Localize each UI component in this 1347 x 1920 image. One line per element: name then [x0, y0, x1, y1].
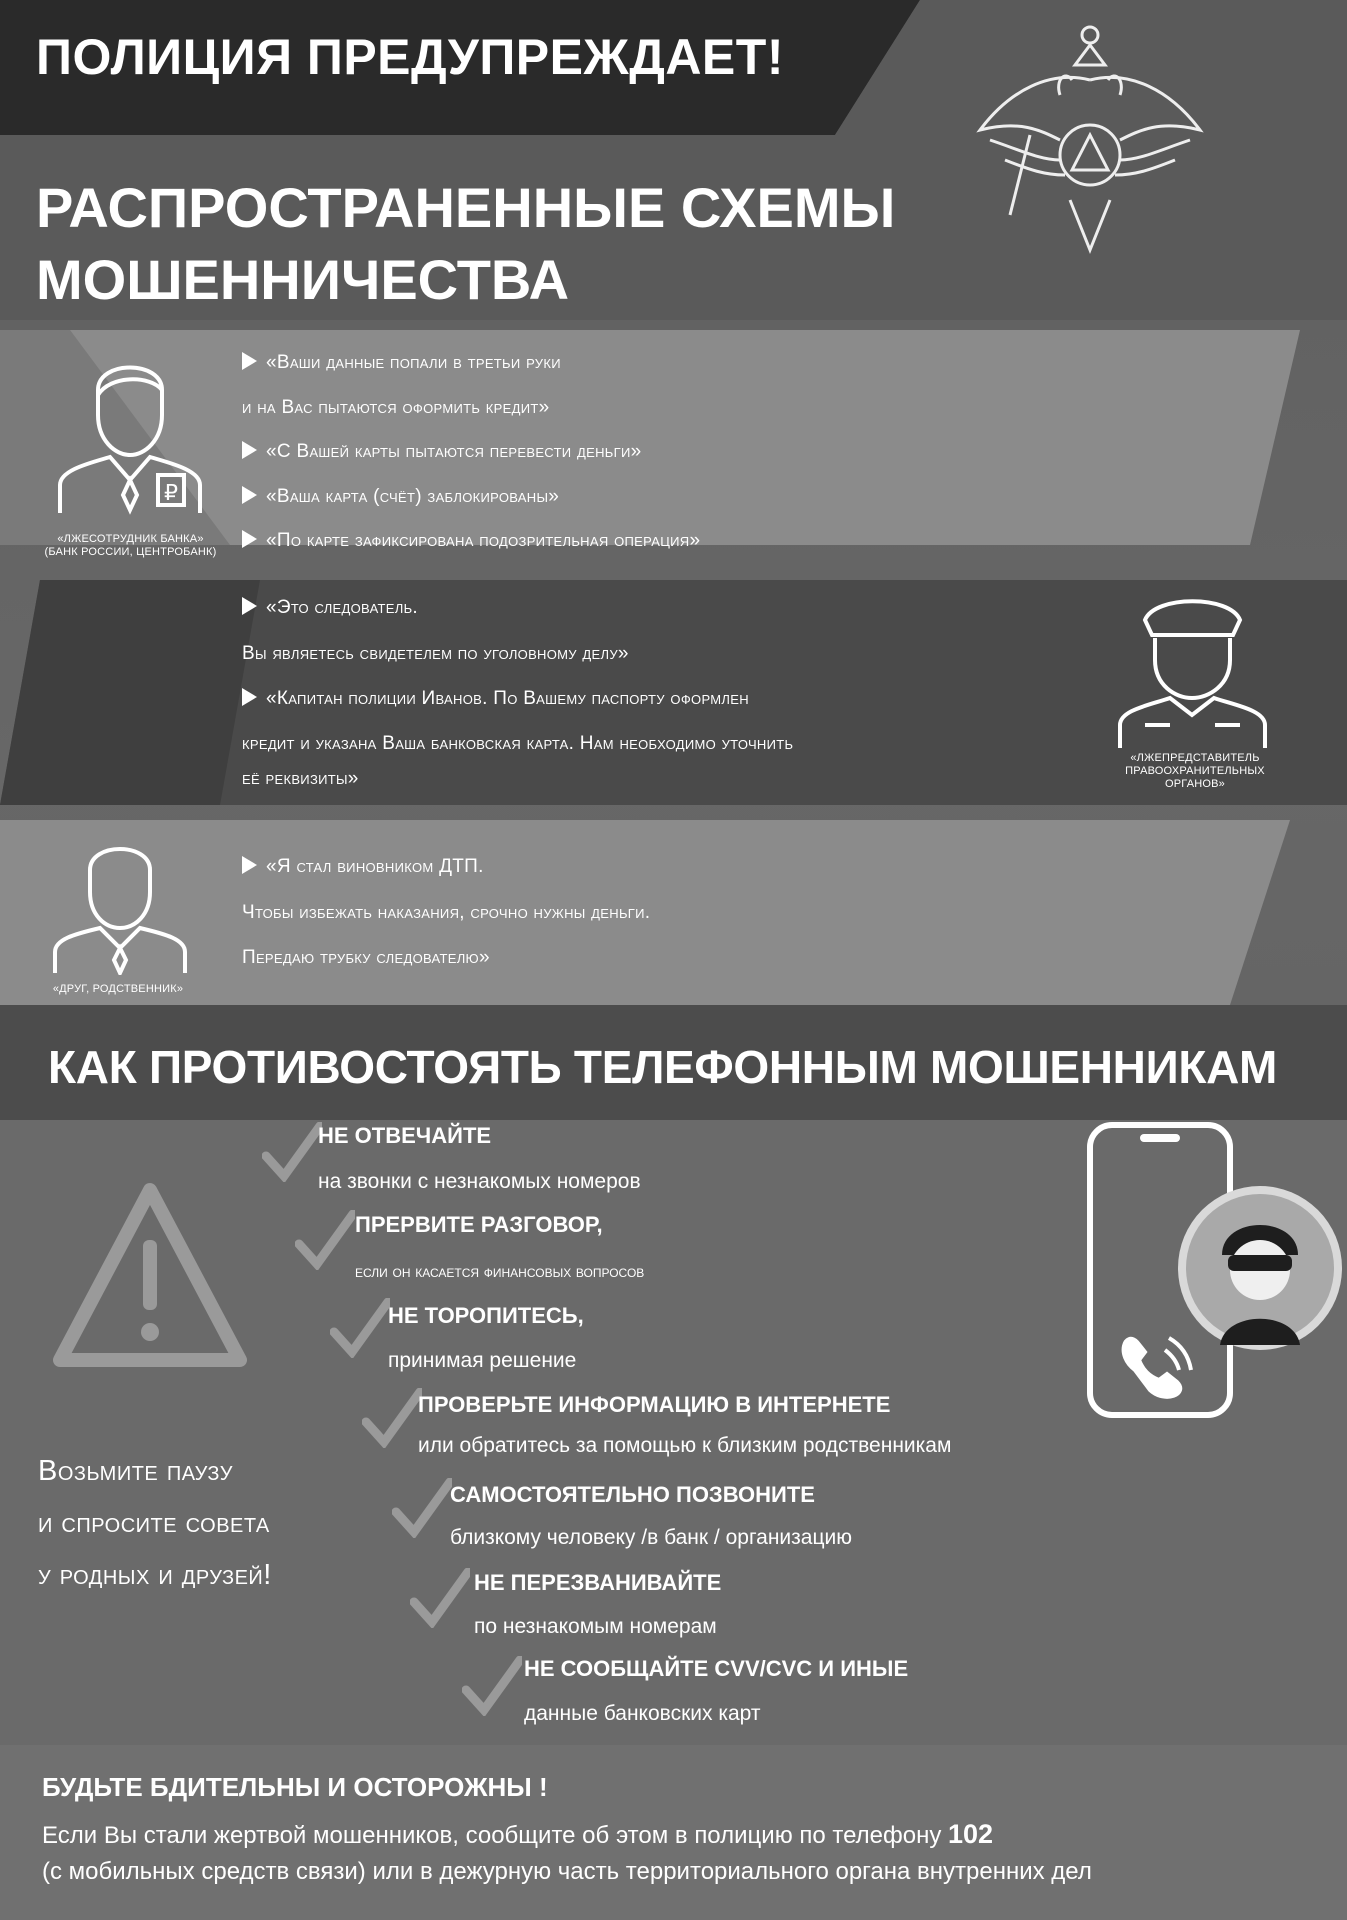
- phone-fraudster-icon: [1085, 1120, 1345, 1420]
- footer-text: Если Вы стали жертвой мошенников, сообщите об этом в полицию по телефону 102 (с мобильных средств связи) или в дежурную часть территориального органа внутренних дел: [42, 1819, 1092, 1885]
- relative-friend-icon: [50, 830, 190, 975]
- subheadline: РАСПРОСТРАНЕННЫЕ СХЕМЫ МОШЕННИЧЕСТВА: [36, 176, 896, 311]
- bullet-arrow-icon: [242, 530, 257, 548]
- bullet-arrow-icon: [242, 688, 257, 706]
- warning-triangle-icon: [50, 1180, 250, 1380]
- bullet-arrow-icon: [242, 856, 257, 874]
- vigilance-heading: БУДЬТЕ БДИТЕЛЬНЫ И ОСТОРОЖНЫ !: [42, 1772, 548, 1802]
- police-phone-number: 102: [948, 1819, 994, 1849]
- bullet-arrow-icon: [242, 352, 257, 370]
- svg-text:₽: ₽: [164, 480, 178, 505]
- pause-advice: Возьмите паузу и спросите совета у родных и друзей!: [38, 1455, 272, 1591]
- section-title-how-to-resist: КАК ПРОТИВОСТОЯТЬ ТЕЛЕФОННЫМ МОШЕННИКАМ: [48, 1041, 1278, 1093]
- checkmark-icon: [362, 1388, 422, 1448]
- caption-relative: «ДРУГ, РОДСТВЕННИК»: [52, 983, 184, 995]
- caption-police-impostor: «ЛЖЕПРЕДСТАВИТЕЛЬ ПРАВООХРАНИТЕЛЬНЫХ ОРГАНОВ»: [1125, 752, 1265, 790]
- bullet-arrow-icon: [242, 486, 257, 504]
- poster: ПОЛИЦИЯ ПРЕДУПРЕЖДАЕТ! РАСПРОСТРАНЕННЫЕ СХЕМЫ МОШЕННИЧЕСТВА ₽ «ЛЖЕСОТРУДНИК БАНКА» (БАНК РОССИИ, ЦЕНТРОБАНК) «Ваши данные попали в третьи руки и на Вас пытаются оформить кредит» «С Вашей карты пытаются перевести деньги» «Ваша карта (счёт) заблокированы» «По карте зафиксирована подозрительная операция» «Это следователь. Вы являетесь свидетелем по уголовному делу» «Капитан полиции Иванов. По Вашему паспорту оформлен кредит и указана Ваша банковская карта. Нам необходимо уточнить её реквизиты» «ЛЖЕПРЕДСТАВИТЕЛЬ ПРАВООХРАНИТЕЛЬНЫХ ОРГАНОВ» «ДРУГ, РОДСТВЕННИК» «Я стал виновником ДТП. Чтобы избежать наказания, срочно нужны деньги. Передаю трубку следователю» КАК ПРОТИВОСТОЯТЬ ТЕЛЕФОННЫМ МОШЕННИКАМ Возьмите паузу и спросите совета у родных и друзей! НЕ ОТВЕЧАЙТЕ на звонки с незнакомых номеров ПРЕРВИТЕ РАЗГОВОР, если он касается финансовых вопросов НЕ ТОРОПИТЕСЬ, принимая решение ПРОВЕРЬТЕ ИНФОРМАЦИЮ В ИНТЕРНЕТЕ или обратитесь за помощью к близким родственникам САМОСТОЯТЕЛЬНО ПОЗВОНИТЕ близкому человеку /в банк / организацию НЕ ПЕРЕЗВАНИВАЙТЕ по незнакомым номерам НЕ СООБЩАЙТЕ CVV/CVC И ИНЫЕ данные банковских карт БУДЬТЕ БДИТЕЛЬНЫ И ОСТОРОЖНЫ ! Если Вы стали жертвой мошенников, сообщите об этом в полицию по телефону 102 (с мобильных средств связи) или в дежурную часть территориального органа внутренних дел: [0, 0, 1347, 1920]
- bank-employee-icon: [50, 345, 210, 515]
- headline: ПОЛИЦИЯ ПРЕДУПРЕЖДАЕТ!: [36, 29, 784, 85]
- bullet-arrow-icon: [242, 597, 257, 615]
- checkmark-icon: [410, 1568, 470, 1628]
- checkmark-icon: [295, 1210, 355, 1270]
- checkmark-icon: [262, 1122, 322, 1182]
- checkmark-icon: [392, 1478, 452, 1538]
- checkmark-icon: [462, 1656, 522, 1716]
- police-emblem-icon: [960, 10, 1220, 260]
- bullet-arrow-icon: [242, 441, 257, 459]
- police-officer-icon: [1115, 590, 1270, 750]
- checkmark-icon: [330, 1298, 390, 1358]
- caption-bank-employee: «ЛЖЕСОТРУДНИК БАНКА» (БАНК РОССИИ, ЦЕНТРОБАНК): [44, 533, 217, 558]
